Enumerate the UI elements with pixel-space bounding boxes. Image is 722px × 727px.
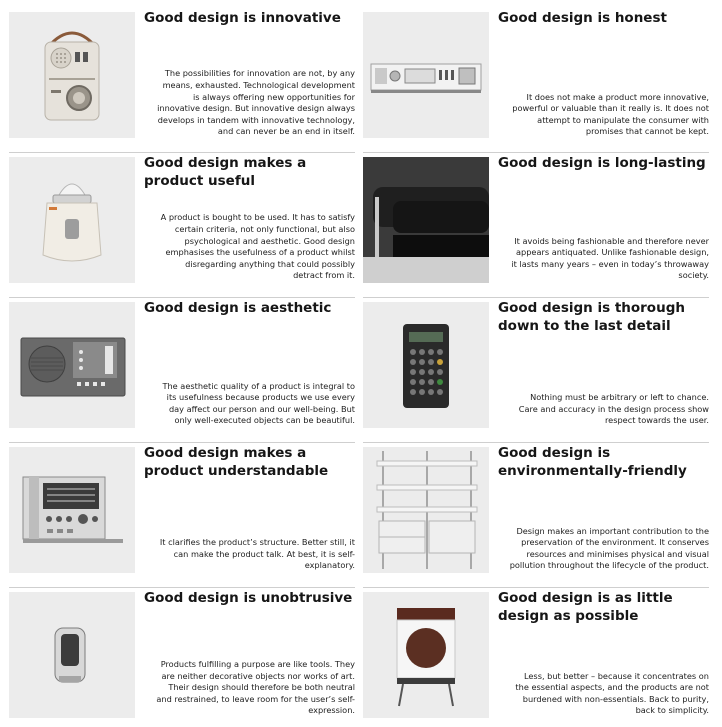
principle-card-honest <box>363 8 709 138</box>
principle-card-long-lasting <box>363 152 709 282</box>
stereo-unit-image <box>363 12 489 138</box>
principle-title: Good design is thorough down to the last detail <box>498 300 685 334</box>
lighter-product-image <box>9 592 135 718</box>
principle-description: The aesthetic quality of a product is integral to its usefulness because products we use every day affect our person and our well-being. But only well-executed objects can be beautiful. <box>162 380 355 426</box>
principle-title: Good design makes a product useful <box>144 155 307 189</box>
principle-title: Good design makes a product understandable <box>144 445 329 479</box>
principle-title: Good design is as little design as possible <box>498 590 673 624</box>
principle-card-thorough <box>363 297 709 427</box>
radio-receiver-image <box>9 447 135 573</box>
principle-title: Good design is honest <box>498 10 667 26</box>
principle-title: Good design is long-lasting <box>498 155 706 171</box>
principle-card-little-design <box>363 587 709 717</box>
principle-description: It clarifies the product’s structure. Better still, it can make the product talk. At best, it is self-explanatory. <box>159 537 355 571</box>
principle-card-unobtrusive <box>9 587 355 717</box>
principle-description: Products fulfilling a purpose are like tools. They are neither decorative objects nor works of art. Their design should therefore be both neutral and restrained, to leave room for the user’s self-expression. <box>156 659 355 716</box>
principle-card-innovative <box>9 8 355 138</box>
juicer-product-image <box>9 157 135 283</box>
principle-description: Design makes an important contribution to the preservation of the environment. It conserves resources and minimises physical and visual pollution throughout the lifecycle of the product. <box>509 525 709 571</box>
principle-description: It avoids being fashionable and therefore never appears antiquated. Unlike fashionable design, it lasts many years – even in today’s throwaway society. <box>511 235 709 281</box>
shelving-system-image <box>363 447 489 573</box>
radio-product-image <box>9 12 135 138</box>
principle-title: Good design is unobtrusive <box>144 590 353 606</box>
radio-speaker-image <box>9 302 135 428</box>
principle-card-environmentally-friendly <box>363 442 709 572</box>
speaker-stand-image <box>363 592 489 718</box>
leather-sofa-image <box>363 157 489 283</box>
principle-title: Good design is aesthetic <box>144 300 332 316</box>
calculator-image <box>363 302 489 428</box>
principle-card-aesthetic <box>9 297 355 427</box>
principle-title: Good design is innovative <box>144 10 341 26</box>
principle-card-useful <box>9 152 355 282</box>
principle-description: The possibilities for innovation are not, by any means, exhausted. Technological development is always offering new opportunities for innovative design. But innovative design always develops in tandem with innovative technology, and can never be an end in itself. <box>157 68 355 137</box>
principle-description: It does not make a product more innovative, powerful or valuable than it really is. It does not attempt to manipulate the consumer with promises that cannot be kept. <box>512 91 709 137</box>
principle-card-understandable <box>9 442 355 572</box>
principle-title: Good design is environmentally-friendly <box>498 445 687 479</box>
principle-description: Nothing must be arbitrary or left to chance. Care and accuracy in the design process show respect towards the user. <box>518 392 709 426</box>
principle-description: A product is bought to be used. It has to satisfy certain criteria, not only functional, but also psychological and aesthetic. Good design emphasises the usefulness of a product whilst disregarding anything that could possibly detract from it. <box>160 212 355 281</box>
principle-description: Less, but better – because it concentrates on the essential aspects, and the products are not burdened with non-essentials. Back to purity, back to simplicity. <box>515 670 709 716</box>
